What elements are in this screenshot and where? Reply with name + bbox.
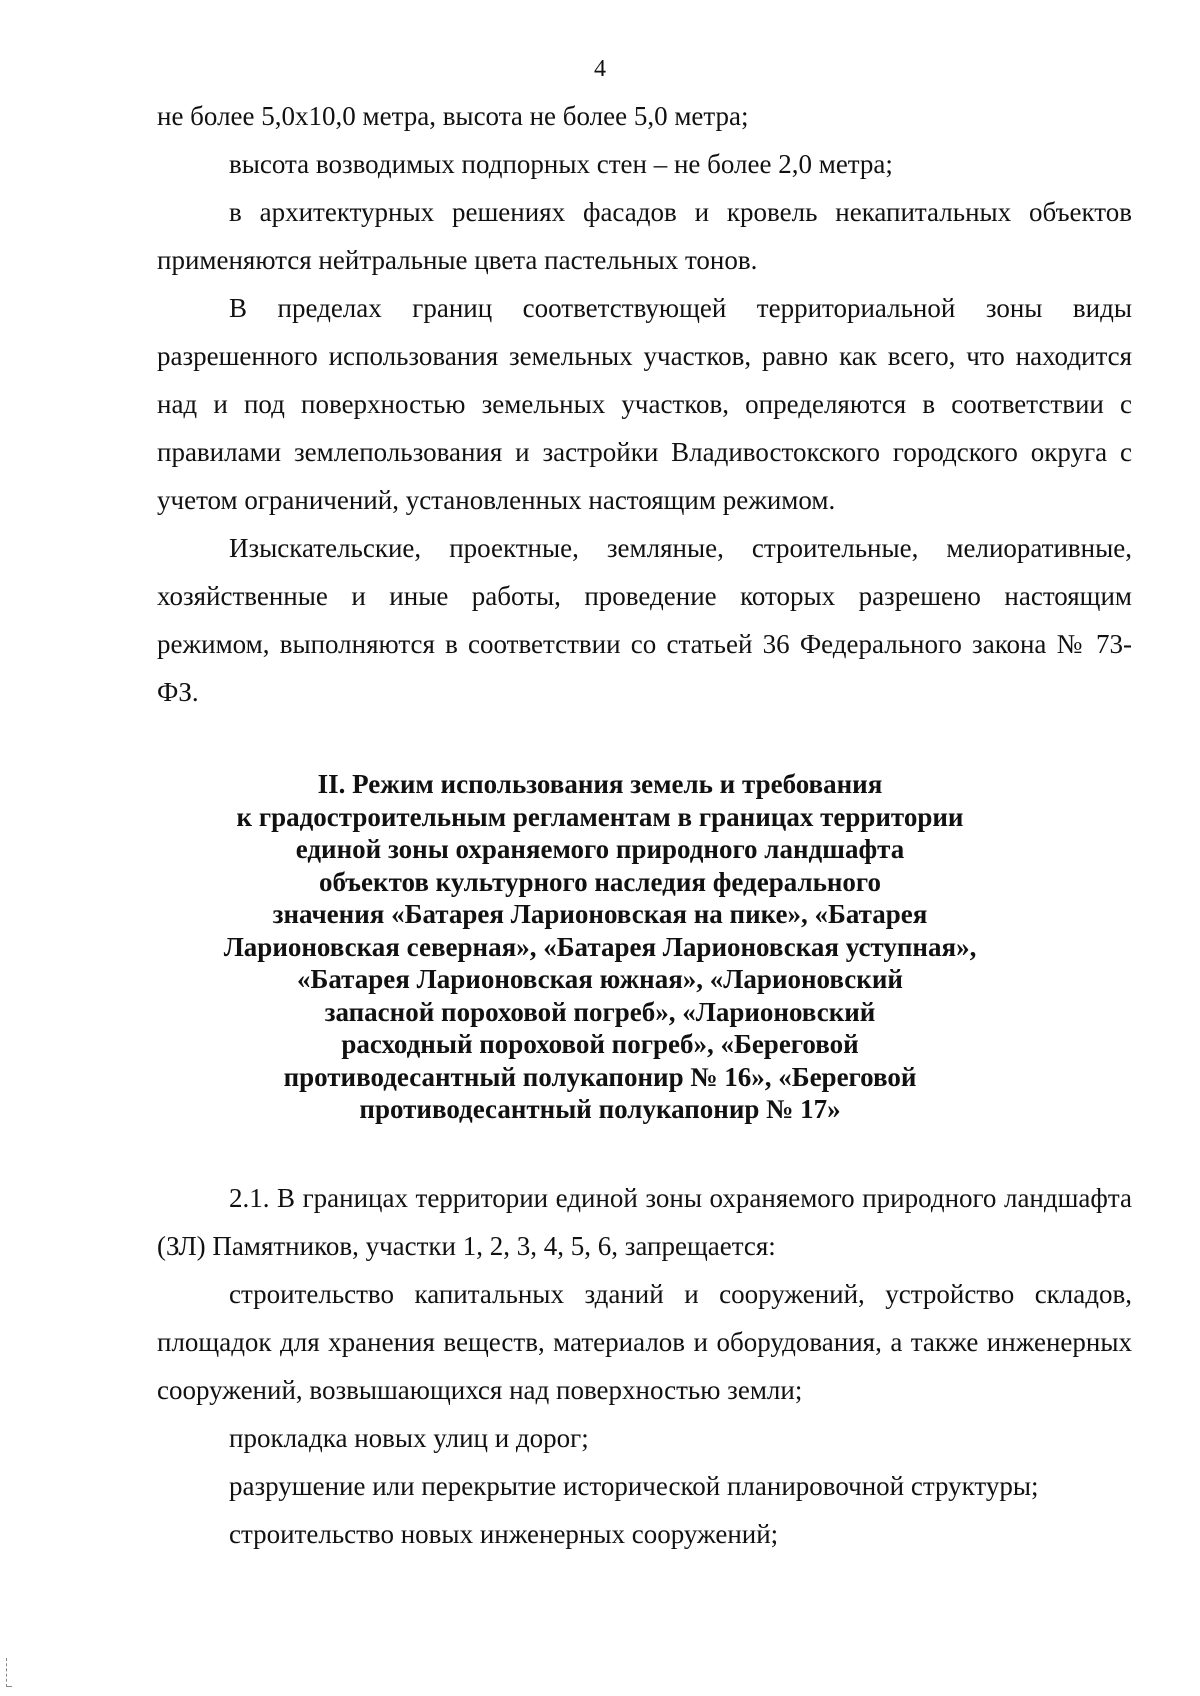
- heading-line: запасной пороховой погреб», «Ларионовский: [324, 996, 876, 1027]
- heading-line: единой зоны охраняемого природного ландшафта: [295, 834, 905, 864]
- paragraph-facade-colors: в архитектурных решениях фасадов и кровель некапитальных объектов применяются нейтральные цвета пастельных тонов.: [157, 197, 1132, 275]
- paragraph-clause-2-1: 2.1. В границах территории единой зоны охраняемого природного ландшафта (ЗЛ) Памятников, участки 1, 2, 3, 4, 5, 6, запрещается:: [157, 1183, 1132, 1261]
- scan-edge-mark: [6, 1658, 12, 1687]
- heading-line: противодесантный полукапонир № 16», «Береговой: [283, 1061, 917, 1092]
- heading-line: противодесантный полукапонир № 17»: [359, 1094, 841, 1124]
- paragraph-land-use: В пределах границ соответствующей территориальной зоны виды разрешенного использования земельных участков, равно как всего, что находится над и под поверхностью земельных участков, определяются в соответствии с правилами землепользования и застройки Владивостокского городского округа с учетом ограничений, установленных настоящим режимом.: [157, 293, 1132, 515]
- section-heading: [0, 768, 1200, 1126]
- heading-line: объектов культурного наследия федерального: [318, 866, 882, 897]
- heading-line: Ларионовская северная», «Батарея Ларионовская уступная»,: [223, 931, 977, 962]
- paragraph-works: Изыскательские, проектные, земляные, строительные, мелиоративные, хозяйственные и иные работы, проведение которых разрешено настоящим режимом, выполняются в соответствии со статьей 36 Федерального закона № 73-ФЗ.: [157, 533, 1132, 707]
- page-number: 4: [594, 56, 606, 82]
- heading-line: II. Режим использования земель и требования: [317, 769, 883, 799]
- paragraph-retaining-walls: высота возводимых подпорных стен – не более 2,0 метра;: [229, 149, 893, 179]
- paragraph-new-streets: прокладка новых улиц и дорог;: [229, 1423, 589, 1453]
- bottom-text-block: [157, 1174, 1132, 1558]
- heading-line: «Батарея Ларионовская южная», «Ларионовский: [297, 964, 903, 994]
- heading-line: к градостроительным регламентам в границах территории: [236, 801, 964, 832]
- heading-line: расходный пороховой погреб», «Береговой: [341, 1029, 859, 1059]
- paragraph-engineering-structures: строительство новых инженерных сооружений;: [229, 1519, 779, 1549]
- top-text-block: [157, 92, 1132, 716]
- paragraph-planning-structure: разрушение или перекрытие исторической планировочной структуры;: [229, 1471, 1039, 1501]
- paragraph-capital-construction: строительство капитальных зданий и сооружений, устройство складов, площадок для хранения веществ, материалов и оборудования, а также инженерных сооружений, возвышающихся над поверхностью земли;: [157, 1279, 1132, 1405]
- paragraph-continuation: не более 5,0х10,0 метра, высота не более 5,0 метра;: [157, 101, 749, 131]
- heading-line: значения «Батарея Ларионовская на пике», «Батарея: [272, 899, 928, 929]
